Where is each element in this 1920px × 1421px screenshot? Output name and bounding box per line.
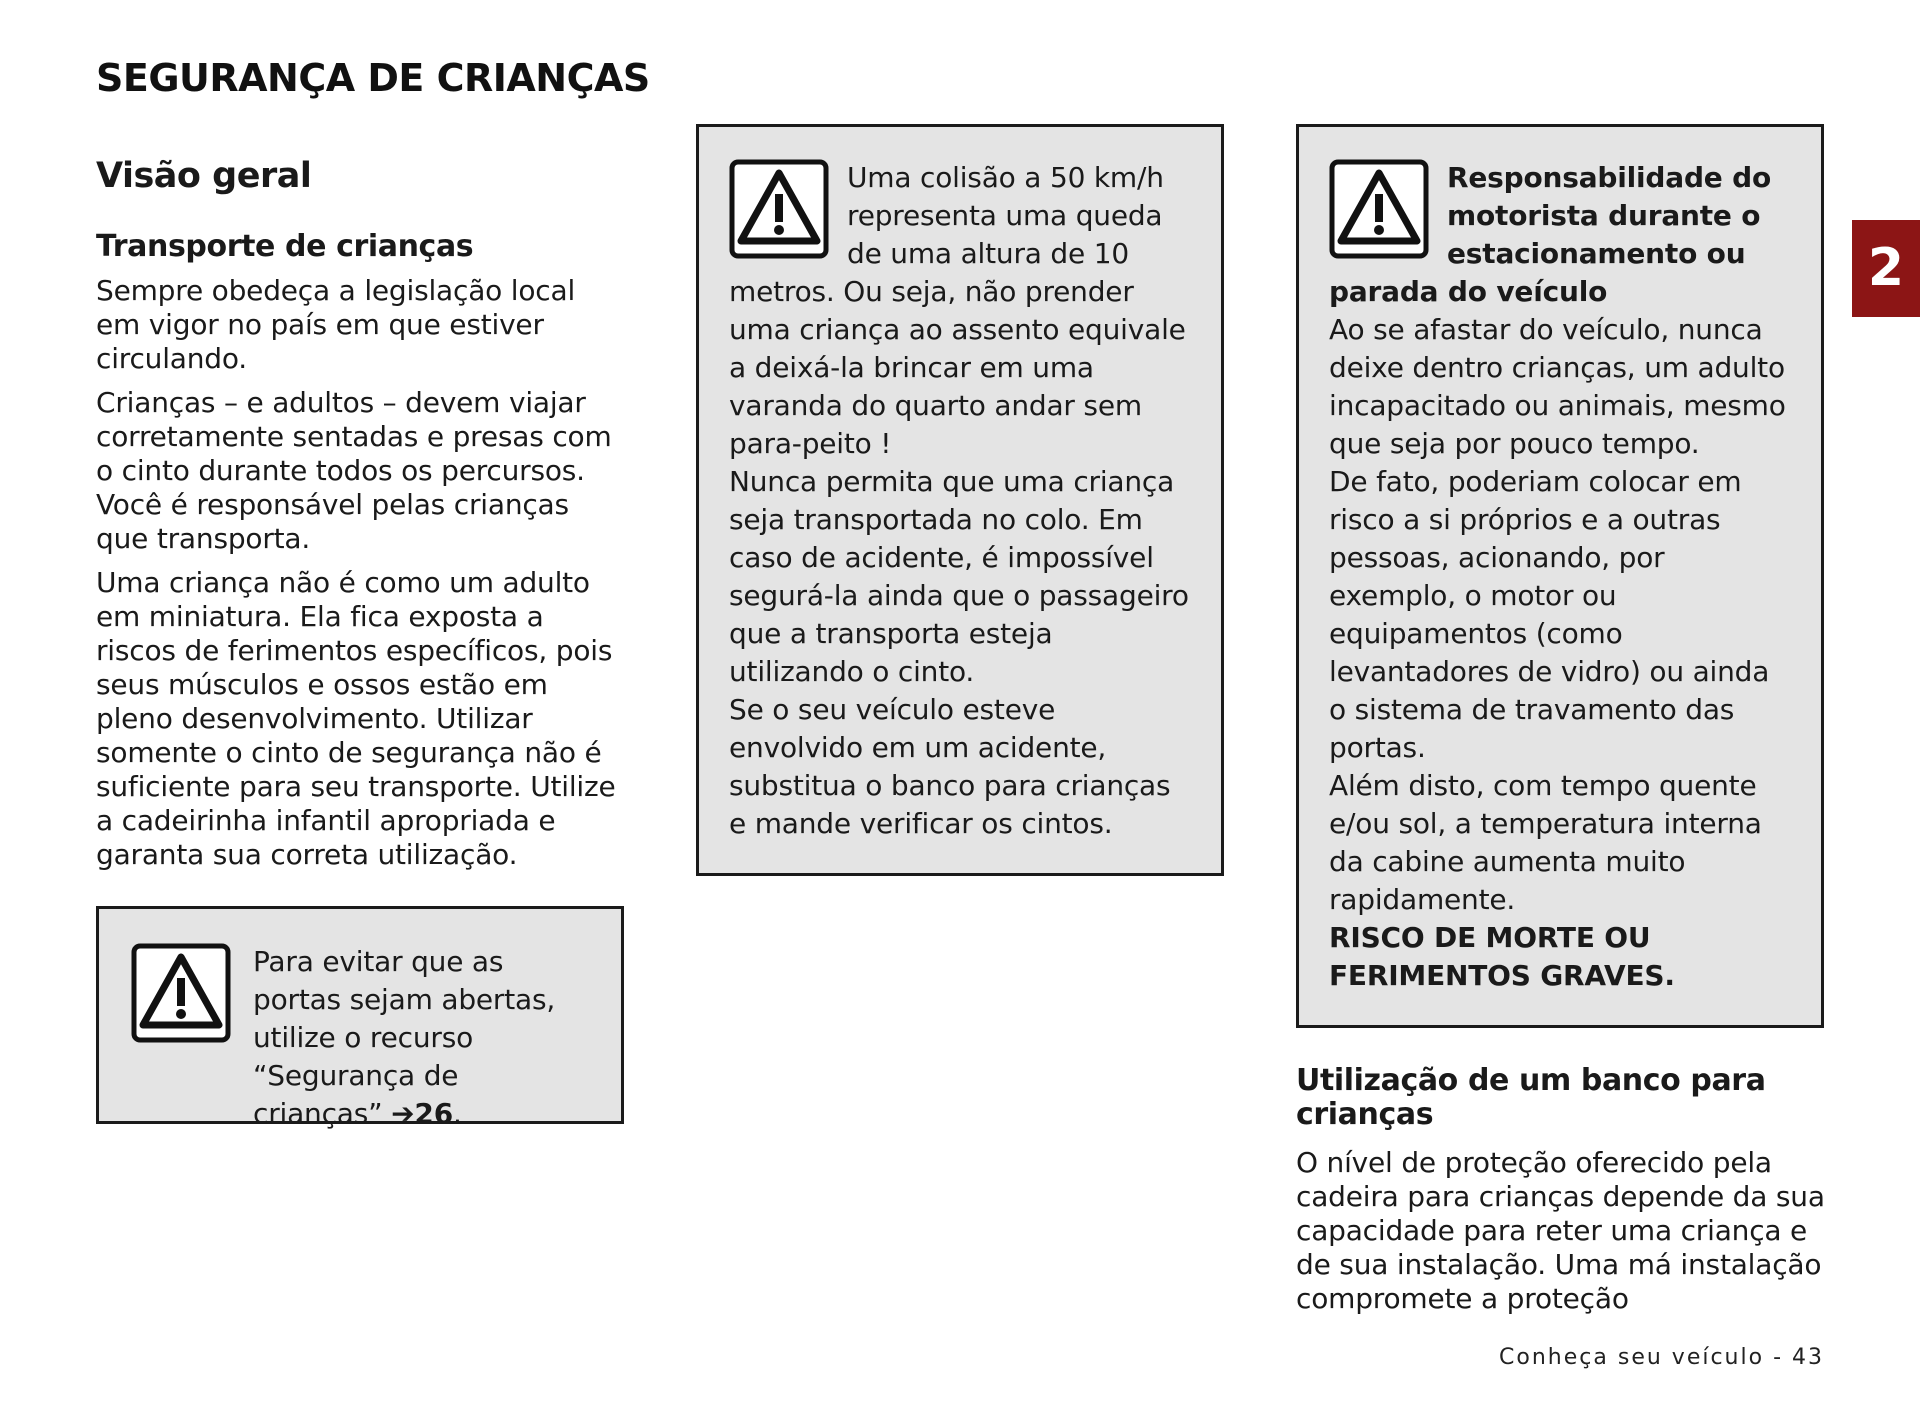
child-seat-subheading: Utilização de um banco para crianças <box>1296 1063 1766 1132</box>
warning-triangle-icon <box>1329 159 1423 253</box>
arrow-icon: ➔ <box>391 1097 415 1130</box>
warning-box-driver-responsibility <box>1296 124 1824 1028</box>
warning-box-child-lock <box>96 906 624 1130</box>
warning-title: Responsabilidade do motorista durante o estacionamento ou parada do veículo <box>1329 161 1772 308</box>
warning-paragraph: De fato, poderiam colocar em risco a si próprios e a outras pessoas, acionando, por exemplo, o motor ou equipamentos (como levantadores de vidro) ou ainda o sistema de travamento das portas. <box>1329 465 1770 764</box>
overview-heading: Visão geral <box>96 156 312 196</box>
warning-triangle-icon <box>131 943 231 1043</box>
warning-triangle-icon <box>729 159 823 253</box>
transport-subheading: Transporte de crianças <box>96 229 474 264</box>
section-title: SEGURANÇA DE CRIANÇAS <box>96 56 650 100</box>
danger-text: RISCO DE MORTE OU FERIMENTOS GRAVES. <box>1329 921 1675 992</box>
warning-text-end: . <box>452 1097 462 1130</box>
column-3-body <box>1296 1064 1826 1326</box>
warning-paragraph: Nunca permita que uma criança seja transportada no colo. Em caso de acidente, é impossível segurá-la ainda que o passageiro que a transporta esteja utilizando o cinto. <box>729 465 1189 688</box>
page-reference-link[interactable]: 26 <box>414 1097 453 1130</box>
warning-text: Para evitar que as portas sejam abertas, utilize o recurso “Segurança de crianças” <box>253 945 556 1130</box>
paragraph: Sempre obedeça a legislação local em vigor no país em que estiver circulando. <box>96 274 576 375</box>
column-1-body <box>96 230 626 882</box>
page-footer: Conheça seu veículo - 43 <box>1499 1345 1824 1370</box>
paragraph: O nível de proteção oferecido pela cadeira para crianças depende da sua capacidade para reter uma criança e de sua instalação. Uma má instalação compromete a proteção <box>1296 1146 1825 1315</box>
warning-box-collision <box>696 124 1224 876</box>
chapter-tab[interactable]: 2 <box>1852 220 1920 317</box>
warning-paragraph: Além disto, com tempo quente e/ou sol, a temperatura interna da cabine aumenta muito rapidamente. <box>1329 769 1762 916</box>
warning-paragraph: Ao se afastar do veículo, nunca deixe dentro crianças, um adulto incapacitado ou animais, mesmo que seja por pouco tempo. <box>1329 313 1786 460</box>
paragraph: Crianças – e adultos – devem viajar corretamente sentadas e presas com o cinto durante todos os percursos. Você é responsável pelas crianças que transporta. <box>96 386 612 555</box>
warning-paragraph: Se o seu veículo esteve envolvido em um acidente, substitua o banco para crianças e mande verificar os cintos. <box>729 693 1171 840</box>
paragraph: Uma criança não é como um adulto em miniatura. Ela fica exposta a riscos de ferimentos específicos, pois seus músculos e ossos estão em pleno desenvolvimento. Utilizar somente o cinto de segurança não é suficiente para seu transporte. Utilize a cadeirinha infantil apropriada e garanta sua correta utilização. <box>96 566 616 871</box>
warning-paragraph: Uma colisão a 50 km/h representa uma queda de uma altura de 10 metros. Ou seja, não prender uma criança ao assento equivale a deixá-la brincar em uma varanda do quarto andar sem para-peito ! <box>729 161 1186 460</box>
